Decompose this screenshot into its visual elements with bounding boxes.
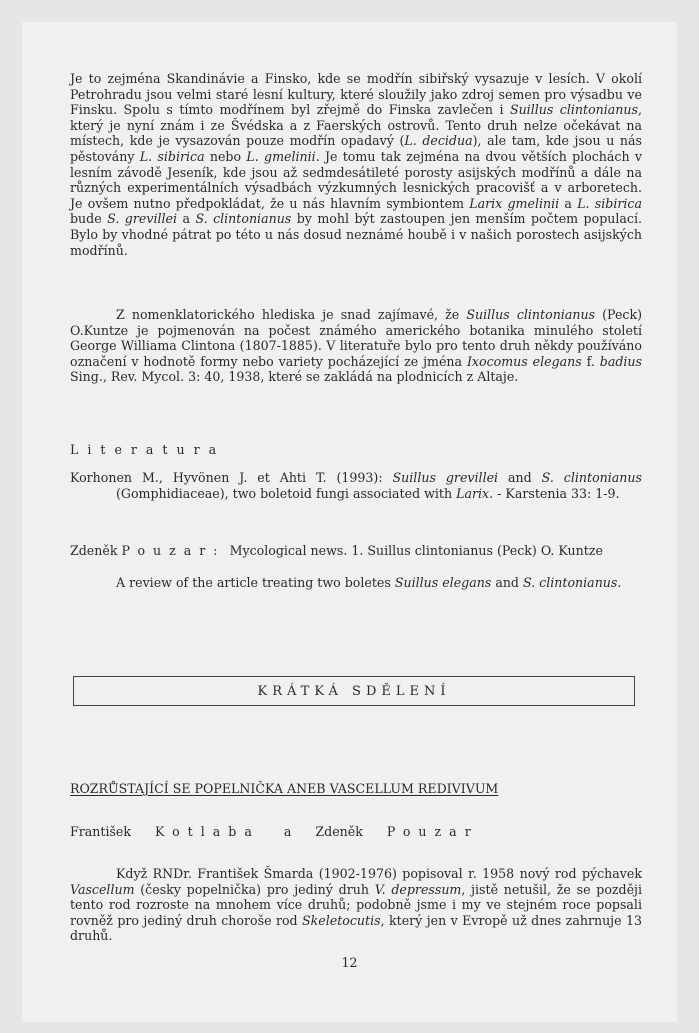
- english-summary: Zdeněk Pouzar: Mycological news. 1. Suillus clintonianus (Peck) O. Kuntze A review of the article treating two boletes Suillus elegans and S. clintonianus.: [70, 543, 622, 590]
- author-2-last: Pouzar: [386, 824, 479, 839]
- author-1-first: František: [70, 824, 132, 839]
- page-number: 12: [341, 955, 358, 970]
- paragraph-3: Když RNDr. František Šmarda (1902-1976) popisoval r. 1958 nový rod pýchavek Vascellum (česky popelnička) pro jediný druh V. depressum, jistě netušil, že se později tento rod rozroste na mnohem více druhů; podobně jsme i my ve stejném roce popsali rovněž pro jediný druh choroše rod Skeletocutis, který jen v Evropě už dnes zahrnuje 13 druhů.: [70, 866, 642, 944]
- paragraph-2: Z nomenklatorického hlediska je snad zajímavé, že Suillus clintonianus (Peck) O.Kuntze je pojmenován na počest známého amerického botanika minulého století George Williama Clintona (1807-1885). V literatuře bylo pro tento druh někdy používáno označení v hodnotě formy nebo variety pocházející ze jména Ixocomus elegans f. badius Sing., Rev. Mycol. 3: 40, 1938, které se zakládá na plodnicích z Altaje.: [70, 307, 643, 385]
- summary-author-last: Pouzar:: [121, 543, 226, 558]
- section-heading-label: KRÁTKÁ SDĚLENÍ: [257, 683, 451, 699]
- summary-title: Mycological news. 1. Suillus clintonianus (Peck) O. Kuntze: [229, 543, 603, 558]
- author-2-first: Zdeněk: [315, 824, 363, 839]
- article-title: ROZRŮSTAJÍCÍ SE POPELNIČKA ANEB VASCELLUM REDIVIVUM: [70, 781, 499, 796]
- reference-1: Korhonen M., Hyvönen J. et Ahti T. (1993): Suillus grevillei and S. clintonianus (Gomphidiaceae), two boletoid fungi associated with Larix. - Karstenia 33: 1-9.: [70, 470, 642, 501]
- article-authors: [70, 824, 499, 839]
- literature-heading: Literatura: [70, 442, 226, 457]
- section-heading-box: [73, 676, 635, 706]
- paragraph-1: Je to zejména Skandinávie a Finsko, kde se modřín sibiřský vysazuje v lesích. V okolí Petrohradu jsou velmi staré lesní kultury, které sloužily jako zdroj semen pro výsadbu ve Finsku. Spolu s tímto modřínem byl zřejmě do Finska zavlečen i Suillus clintonianus, který je nyní znám i ze Švédska a z Faerských ostrovů. Tento druh nelze očekávat na místech, kde je vysazován pouze modřín opadavý (L. decidua), ale tam, kde jsou u nás pěstovány L. sibirica nebo L. gmelinii. Je tomu tak zejména na dvou větších plochách v lesním závodě Jeseník, kde jsou až sedmdesátileté porosty asijských modřínů a dále na různých experimentálních výsadbách výzkumných lesnických pracovišť a v arboretech. Je ovšem nutno předpokládat, že u nás hlavním symbiontem Larix gmelinii a L. sibirica bude S. grevillei a S. clintonianus by mohl být zastoupen jen menším počtem populací. Bylo by vhodné pátrat po této u nás dosud neznámé houbě i v našich porostech asijských modřínů.: [70, 71, 643, 258]
- authors-and: a: [283, 824, 292, 839]
- author-1-last: Kotlaba: [155, 824, 260, 839]
- summary-author-first: Zdeněk: [70, 543, 118, 558]
